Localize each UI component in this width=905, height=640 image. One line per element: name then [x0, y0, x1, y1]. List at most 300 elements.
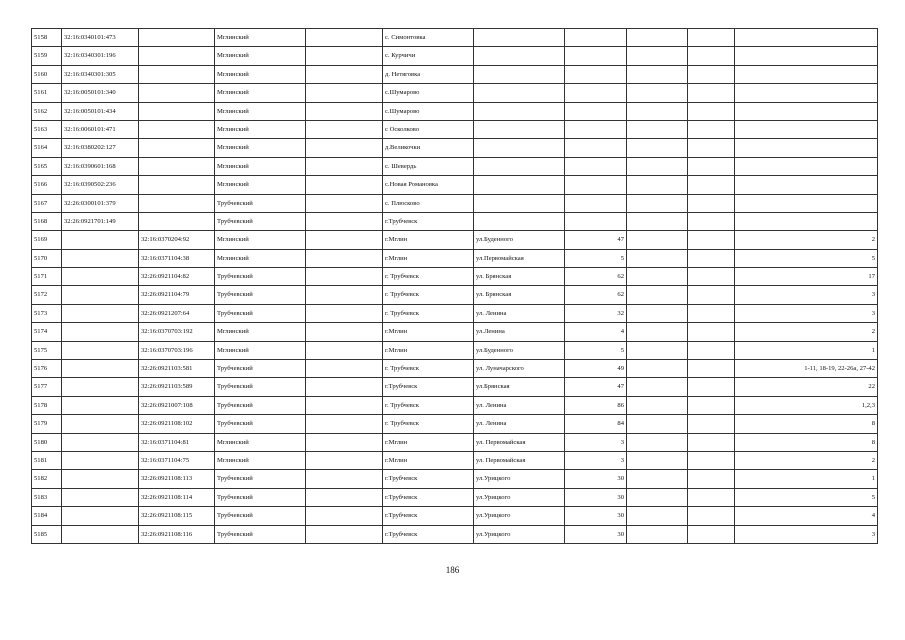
cadastral-number-land	[62, 231, 139, 249]
house-number	[565, 47, 627, 65]
col-empty-10	[688, 120, 735, 138]
house-number	[565, 102, 627, 120]
col-empty-10	[688, 139, 735, 157]
col-empty-9	[627, 231, 688, 249]
cadastral-number-building: 32:16:0371104:81	[139, 433, 215, 451]
cadastral-number-land: 32:16:0050101:434	[62, 102, 139, 120]
col-empty-9	[627, 525, 688, 543]
district: Мглинский	[215, 323, 306, 341]
col-empty-9	[627, 29, 688, 47]
cadastral-number-building: 32:16:0371104:75	[139, 451, 215, 469]
table-row	[32, 176, 878, 194]
apartment: 8	[735, 433, 878, 451]
street: ул. Первомайская	[474, 451, 565, 469]
col-empty-10	[688, 29, 735, 47]
col-empty-9	[627, 157, 688, 175]
col-empty-5	[306, 249, 383, 267]
district: Мглинский	[215, 341, 306, 359]
col-empty-5	[306, 507, 383, 525]
settlement: г.Мглин	[383, 451, 474, 469]
row-number: 5173	[32, 304, 62, 322]
col-empty-10	[688, 451, 735, 469]
col-empty-5	[306, 102, 383, 120]
col-empty-10	[688, 415, 735, 433]
cadastral-number-building	[139, 212, 215, 230]
house-number	[565, 29, 627, 47]
col-empty-5	[306, 378, 383, 396]
street: ул. Луначарского	[474, 360, 565, 378]
cadastral-number-building	[139, 29, 215, 47]
col-empty-5	[306, 231, 383, 249]
street: ул.Первомайская	[474, 249, 565, 267]
cadastral-number-land	[62, 507, 139, 525]
row-number: 5170	[32, 249, 62, 267]
col-empty-5	[306, 323, 383, 341]
house-number	[565, 120, 627, 138]
cadastral-number-land	[62, 470, 139, 488]
cadastral-number-building	[139, 120, 215, 138]
settlement: с.Шумарово	[383, 102, 474, 120]
settlement: с. Курчичи	[383, 47, 474, 65]
row-number: 5172	[32, 286, 62, 304]
street: ул.Урицкого	[474, 507, 565, 525]
apartment	[735, 47, 878, 65]
col-empty-5	[306, 84, 383, 102]
street	[474, 194, 565, 212]
col-empty-10	[688, 194, 735, 212]
page-number: 186	[445, 565, 460, 575]
street	[474, 139, 565, 157]
table-row	[32, 268, 878, 286]
table-row	[32, 360, 878, 378]
row-number: 5165	[32, 157, 62, 175]
table-row	[32, 47, 878, 65]
table-row	[32, 304, 878, 322]
table-row	[32, 433, 878, 451]
street	[474, 65, 565, 83]
settlement: г. Трубчевск	[383, 396, 474, 414]
apartment	[735, 176, 878, 194]
cadastral-number-building: 32:26:0921108:102	[139, 415, 215, 433]
house-number: 62	[565, 268, 627, 286]
col-empty-9	[627, 84, 688, 102]
apartment: 1,2,3	[735, 396, 878, 414]
cadastral-number-building: 32:16:0370703:196	[139, 341, 215, 359]
apartment: 1	[735, 470, 878, 488]
cadastral-number-land: 32:16:0060101:471	[62, 120, 139, 138]
settlement: г. Трубчевск	[383, 268, 474, 286]
settlement: с. Плюсково	[383, 194, 474, 212]
district: Мглинский	[215, 102, 306, 120]
row-number: 5184	[32, 507, 62, 525]
street: ул. Первомайская	[474, 433, 565, 451]
cadastral-number-land: 32:16:0390502:236	[62, 176, 139, 194]
row-number: 5164	[32, 139, 62, 157]
settlement: г.Мглин	[383, 341, 474, 359]
apartment: 3	[735, 304, 878, 322]
apartment: 4	[735, 507, 878, 525]
table-body	[32, 29, 878, 544]
col-empty-9	[627, 65, 688, 83]
col-empty-10	[688, 249, 735, 267]
table-row	[32, 507, 878, 525]
settlement: г.Мглин	[383, 433, 474, 451]
cadastral-number-building	[139, 176, 215, 194]
table-row	[32, 139, 878, 157]
settlement: г.Трубчевск	[383, 470, 474, 488]
street	[474, 176, 565, 194]
col-empty-5	[306, 65, 383, 83]
row-number: 5167	[32, 194, 62, 212]
row-number: 5166	[32, 176, 62, 194]
cadastral-number-land	[62, 415, 139, 433]
house-number	[565, 176, 627, 194]
col-empty-10	[688, 396, 735, 414]
district: Мглинский	[215, 84, 306, 102]
col-empty-10	[688, 507, 735, 525]
col-empty-9	[627, 268, 688, 286]
settlement: с.Новая Романовка	[383, 176, 474, 194]
cadastral-number-land: 32:16:0340101:473	[62, 29, 139, 47]
apartment: 5	[735, 249, 878, 267]
col-empty-10	[688, 341, 735, 359]
col-empty-5	[306, 268, 383, 286]
street	[474, 29, 565, 47]
house-number: 3	[565, 451, 627, 469]
row-number: 5185	[32, 525, 62, 543]
table-row	[32, 120, 878, 138]
col-empty-5	[306, 341, 383, 359]
col-empty-10	[688, 525, 735, 543]
street: ул. Ленина	[474, 304, 565, 322]
cadastral-number-building: 32:16:0370703:192	[139, 323, 215, 341]
street: ул.Урицкого	[474, 525, 565, 543]
district: Трубчевский	[215, 470, 306, 488]
apartment: 1	[735, 341, 878, 359]
table-row	[32, 102, 878, 120]
house-number	[565, 212, 627, 230]
col-empty-10	[688, 470, 735, 488]
street: ул. Ленина	[474, 415, 565, 433]
settlement: с. Шевердь	[383, 157, 474, 175]
col-empty-9	[627, 378, 688, 396]
table-row	[32, 65, 878, 83]
district: Мглинский	[215, 433, 306, 451]
apartment	[735, 157, 878, 175]
cadastral-number-land	[62, 360, 139, 378]
street	[474, 157, 565, 175]
house-number: 86	[565, 396, 627, 414]
settlement: г.Мглин	[383, 323, 474, 341]
district: Мглинский	[215, 157, 306, 175]
settlement: г. Трубчевск	[383, 304, 474, 322]
row-number: 5180	[32, 433, 62, 451]
district: Трубчевский	[215, 286, 306, 304]
row-number: 5160	[32, 65, 62, 83]
apartment: 22	[735, 378, 878, 396]
apartment	[735, 194, 878, 212]
col-empty-9	[627, 507, 688, 525]
cadastral-number-building: 32:16:0370204:92	[139, 231, 215, 249]
district: Мглинский	[215, 451, 306, 469]
house-number: 84	[565, 415, 627, 433]
row-number: 5178	[32, 396, 62, 414]
street: ул.Брянская	[474, 378, 565, 396]
cadastral-number-building	[139, 157, 215, 175]
cadastral-number-building: 32:26:0921108:116	[139, 525, 215, 543]
col-empty-5	[306, 396, 383, 414]
cadastral-number-land: 32:16:0050101:340	[62, 84, 139, 102]
cadastral-number-land: 32:26:0300101:379	[62, 194, 139, 212]
district: Мглинский	[215, 29, 306, 47]
house-number: 30	[565, 507, 627, 525]
district: Мглинский	[215, 176, 306, 194]
house-number: 5	[565, 249, 627, 267]
district: Мглинский	[215, 249, 306, 267]
col-empty-10	[688, 378, 735, 396]
cadastral-number-building	[139, 65, 215, 83]
col-empty-9	[627, 415, 688, 433]
col-empty-9	[627, 451, 688, 469]
cadastral-number-building	[139, 84, 215, 102]
street	[474, 212, 565, 230]
district: Трубчевский	[215, 525, 306, 543]
settlement: с.Шумарово	[383, 84, 474, 102]
row-number: 5181	[32, 451, 62, 469]
street	[474, 47, 565, 65]
house-number: 30	[565, 470, 627, 488]
settlement: г. Трубчевск	[383, 415, 474, 433]
cadastral-number-land	[62, 525, 139, 543]
table-row	[32, 470, 878, 488]
row-number: 5183	[32, 488, 62, 506]
apartment: 2	[735, 231, 878, 249]
street	[474, 84, 565, 102]
col-empty-5	[306, 212, 383, 230]
cadastral-number-building: 32:26:0921103:589	[139, 378, 215, 396]
cadastral-number-land: 32:26:0921701:149	[62, 212, 139, 230]
settlement: г. Трубчевск	[383, 286, 474, 304]
cadastral-number-land	[62, 433, 139, 451]
row-number: 5158	[32, 29, 62, 47]
cadastral-number-land	[62, 286, 139, 304]
table-row	[32, 231, 878, 249]
table-row	[32, 194, 878, 212]
apartment: 8	[735, 415, 878, 433]
col-empty-9	[627, 47, 688, 65]
house-number	[565, 65, 627, 83]
col-empty-5	[306, 194, 383, 212]
district: Трубчевский	[215, 396, 306, 414]
settlement: д. Нетяговка	[383, 65, 474, 83]
street: ул. Брянская	[474, 286, 565, 304]
col-empty-9	[627, 360, 688, 378]
col-empty-5	[306, 360, 383, 378]
apartment: 1-11, 18-19, 22-26а, 27-42	[735, 360, 878, 378]
col-empty-9	[627, 488, 688, 506]
house-number: 30	[565, 488, 627, 506]
row-number: 5161	[32, 84, 62, 102]
col-empty-10	[688, 360, 735, 378]
cadastral-number-land	[62, 488, 139, 506]
settlement: г.Трубчевск	[383, 507, 474, 525]
table-row	[32, 29, 878, 47]
table-row	[32, 396, 878, 414]
col-empty-10	[688, 286, 735, 304]
cadastral-number-building: 32:26:0921104:79	[139, 286, 215, 304]
cadastral-number-building	[139, 102, 215, 120]
district: Мглинский	[215, 231, 306, 249]
col-empty-5	[306, 176, 383, 194]
apartment: 3	[735, 525, 878, 543]
settlement: г.Трубчевск	[383, 212, 474, 230]
cadastral-number-building: 32:26:0921103:581	[139, 360, 215, 378]
row-number: 5169	[32, 231, 62, 249]
district: Мглинский	[215, 120, 306, 138]
col-empty-9	[627, 194, 688, 212]
street: ул.Урицкого	[474, 488, 565, 506]
street: ул.Урицкого	[474, 470, 565, 488]
col-empty-10	[688, 488, 735, 506]
col-empty-9	[627, 396, 688, 414]
apartment: 3	[735, 286, 878, 304]
cadastral-number-building: 32:26:0921108:113	[139, 470, 215, 488]
apartment	[735, 29, 878, 47]
col-empty-5	[306, 47, 383, 65]
district: Трубчевский	[215, 304, 306, 322]
cadastral-number-building: 32:26:0921108:114	[139, 488, 215, 506]
cadastral-number-land: 32:16:0340301:305	[62, 65, 139, 83]
row-number: 5159	[32, 47, 62, 65]
col-empty-9	[627, 139, 688, 157]
settlement: г.Трубчевск	[383, 378, 474, 396]
row-number: 5163	[32, 120, 62, 138]
house-number	[565, 157, 627, 175]
table-row	[32, 341, 878, 359]
col-empty-5	[306, 451, 383, 469]
cadastral-number-building: 32:26:0921108:115	[139, 507, 215, 525]
cadastral-number-building	[139, 139, 215, 157]
street: ул.Буденного	[474, 341, 565, 359]
house-number: 49	[565, 360, 627, 378]
cadastral-number-land	[62, 451, 139, 469]
col-empty-9	[627, 120, 688, 138]
cadastral-number-building: 32:26:0921007:108	[139, 396, 215, 414]
house-number: 47	[565, 231, 627, 249]
table-row	[32, 249, 878, 267]
col-empty-5	[306, 525, 383, 543]
settlement: с Осколково	[383, 120, 474, 138]
col-empty-9	[627, 249, 688, 267]
settlement: г.Трубчевск	[383, 488, 474, 506]
row-number: 5171	[32, 268, 62, 286]
col-empty-9	[627, 286, 688, 304]
district: Трубчевский	[215, 360, 306, 378]
district: Трубчевский	[215, 194, 306, 212]
settlement: с. Симонтовка	[383, 29, 474, 47]
row-number: 5168	[32, 212, 62, 230]
col-empty-10	[688, 157, 735, 175]
col-empty-10	[688, 212, 735, 230]
col-empty-10	[688, 102, 735, 120]
cadastral-number-building	[139, 194, 215, 212]
settlement: г. Трубчевск	[383, 360, 474, 378]
col-empty-10	[688, 433, 735, 451]
col-empty-10	[688, 176, 735, 194]
col-empty-5	[306, 120, 383, 138]
table-row	[32, 525, 878, 543]
house-number: 30	[565, 525, 627, 543]
apartment	[735, 65, 878, 83]
cadastral-number-land	[62, 304, 139, 322]
col-empty-10	[688, 323, 735, 341]
apartment: 2	[735, 451, 878, 469]
table-row	[32, 286, 878, 304]
district: Трубчевский	[215, 415, 306, 433]
col-empty-5	[306, 415, 383, 433]
apartment	[735, 120, 878, 138]
cadastral-number-building: 32:26:0921104:82	[139, 268, 215, 286]
district: Трубчевский	[215, 268, 306, 286]
house-number: 32	[565, 304, 627, 322]
col-empty-5	[306, 433, 383, 451]
register-table	[31, 28, 878, 544]
apartment	[735, 84, 878, 102]
street	[474, 120, 565, 138]
col-empty-10	[688, 47, 735, 65]
district: Трубчевский	[215, 212, 306, 230]
apartment	[735, 212, 878, 230]
district: Мглинский	[215, 65, 306, 83]
col-empty-9	[627, 304, 688, 322]
settlement: г.Трубчевск	[383, 525, 474, 543]
street: ул. Брянская	[474, 268, 565, 286]
col-empty-10	[688, 231, 735, 249]
table-row	[32, 488, 878, 506]
cadastral-number-land: 32:16:0340301:196	[62, 47, 139, 65]
cadastral-number-land: 32:16:0390601:168	[62, 157, 139, 175]
cadastral-number-building	[139, 47, 215, 65]
cadastral-number-land: 32:16:0380202:127	[62, 139, 139, 157]
house-number: 62	[565, 286, 627, 304]
district: Трубчевский	[215, 378, 306, 396]
apartment: 5	[735, 488, 878, 506]
district: Мглинский	[215, 139, 306, 157]
district: Мглинский	[215, 47, 306, 65]
col-empty-5	[306, 488, 383, 506]
col-empty-5	[306, 286, 383, 304]
col-empty-9	[627, 323, 688, 341]
col-empty-9	[627, 176, 688, 194]
table-row	[32, 451, 878, 469]
col-empty-9	[627, 341, 688, 359]
col-empty-5	[306, 29, 383, 47]
settlement: г.Мглин	[383, 231, 474, 249]
col-empty-9	[627, 212, 688, 230]
house-number: 3	[565, 433, 627, 451]
cadastral-number-land	[62, 323, 139, 341]
table-row	[32, 323, 878, 341]
house-number: 4	[565, 323, 627, 341]
row-number: 5176	[32, 360, 62, 378]
house-number: 47	[565, 378, 627, 396]
settlement: д.Великочки	[383, 139, 474, 157]
street: ул. Ленина	[474, 396, 565, 414]
col-empty-9	[627, 433, 688, 451]
apartment: 17	[735, 268, 878, 286]
cadastral-number-land	[62, 249, 139, 267]
row-number: 5179	[32, 415, 62, 433]
